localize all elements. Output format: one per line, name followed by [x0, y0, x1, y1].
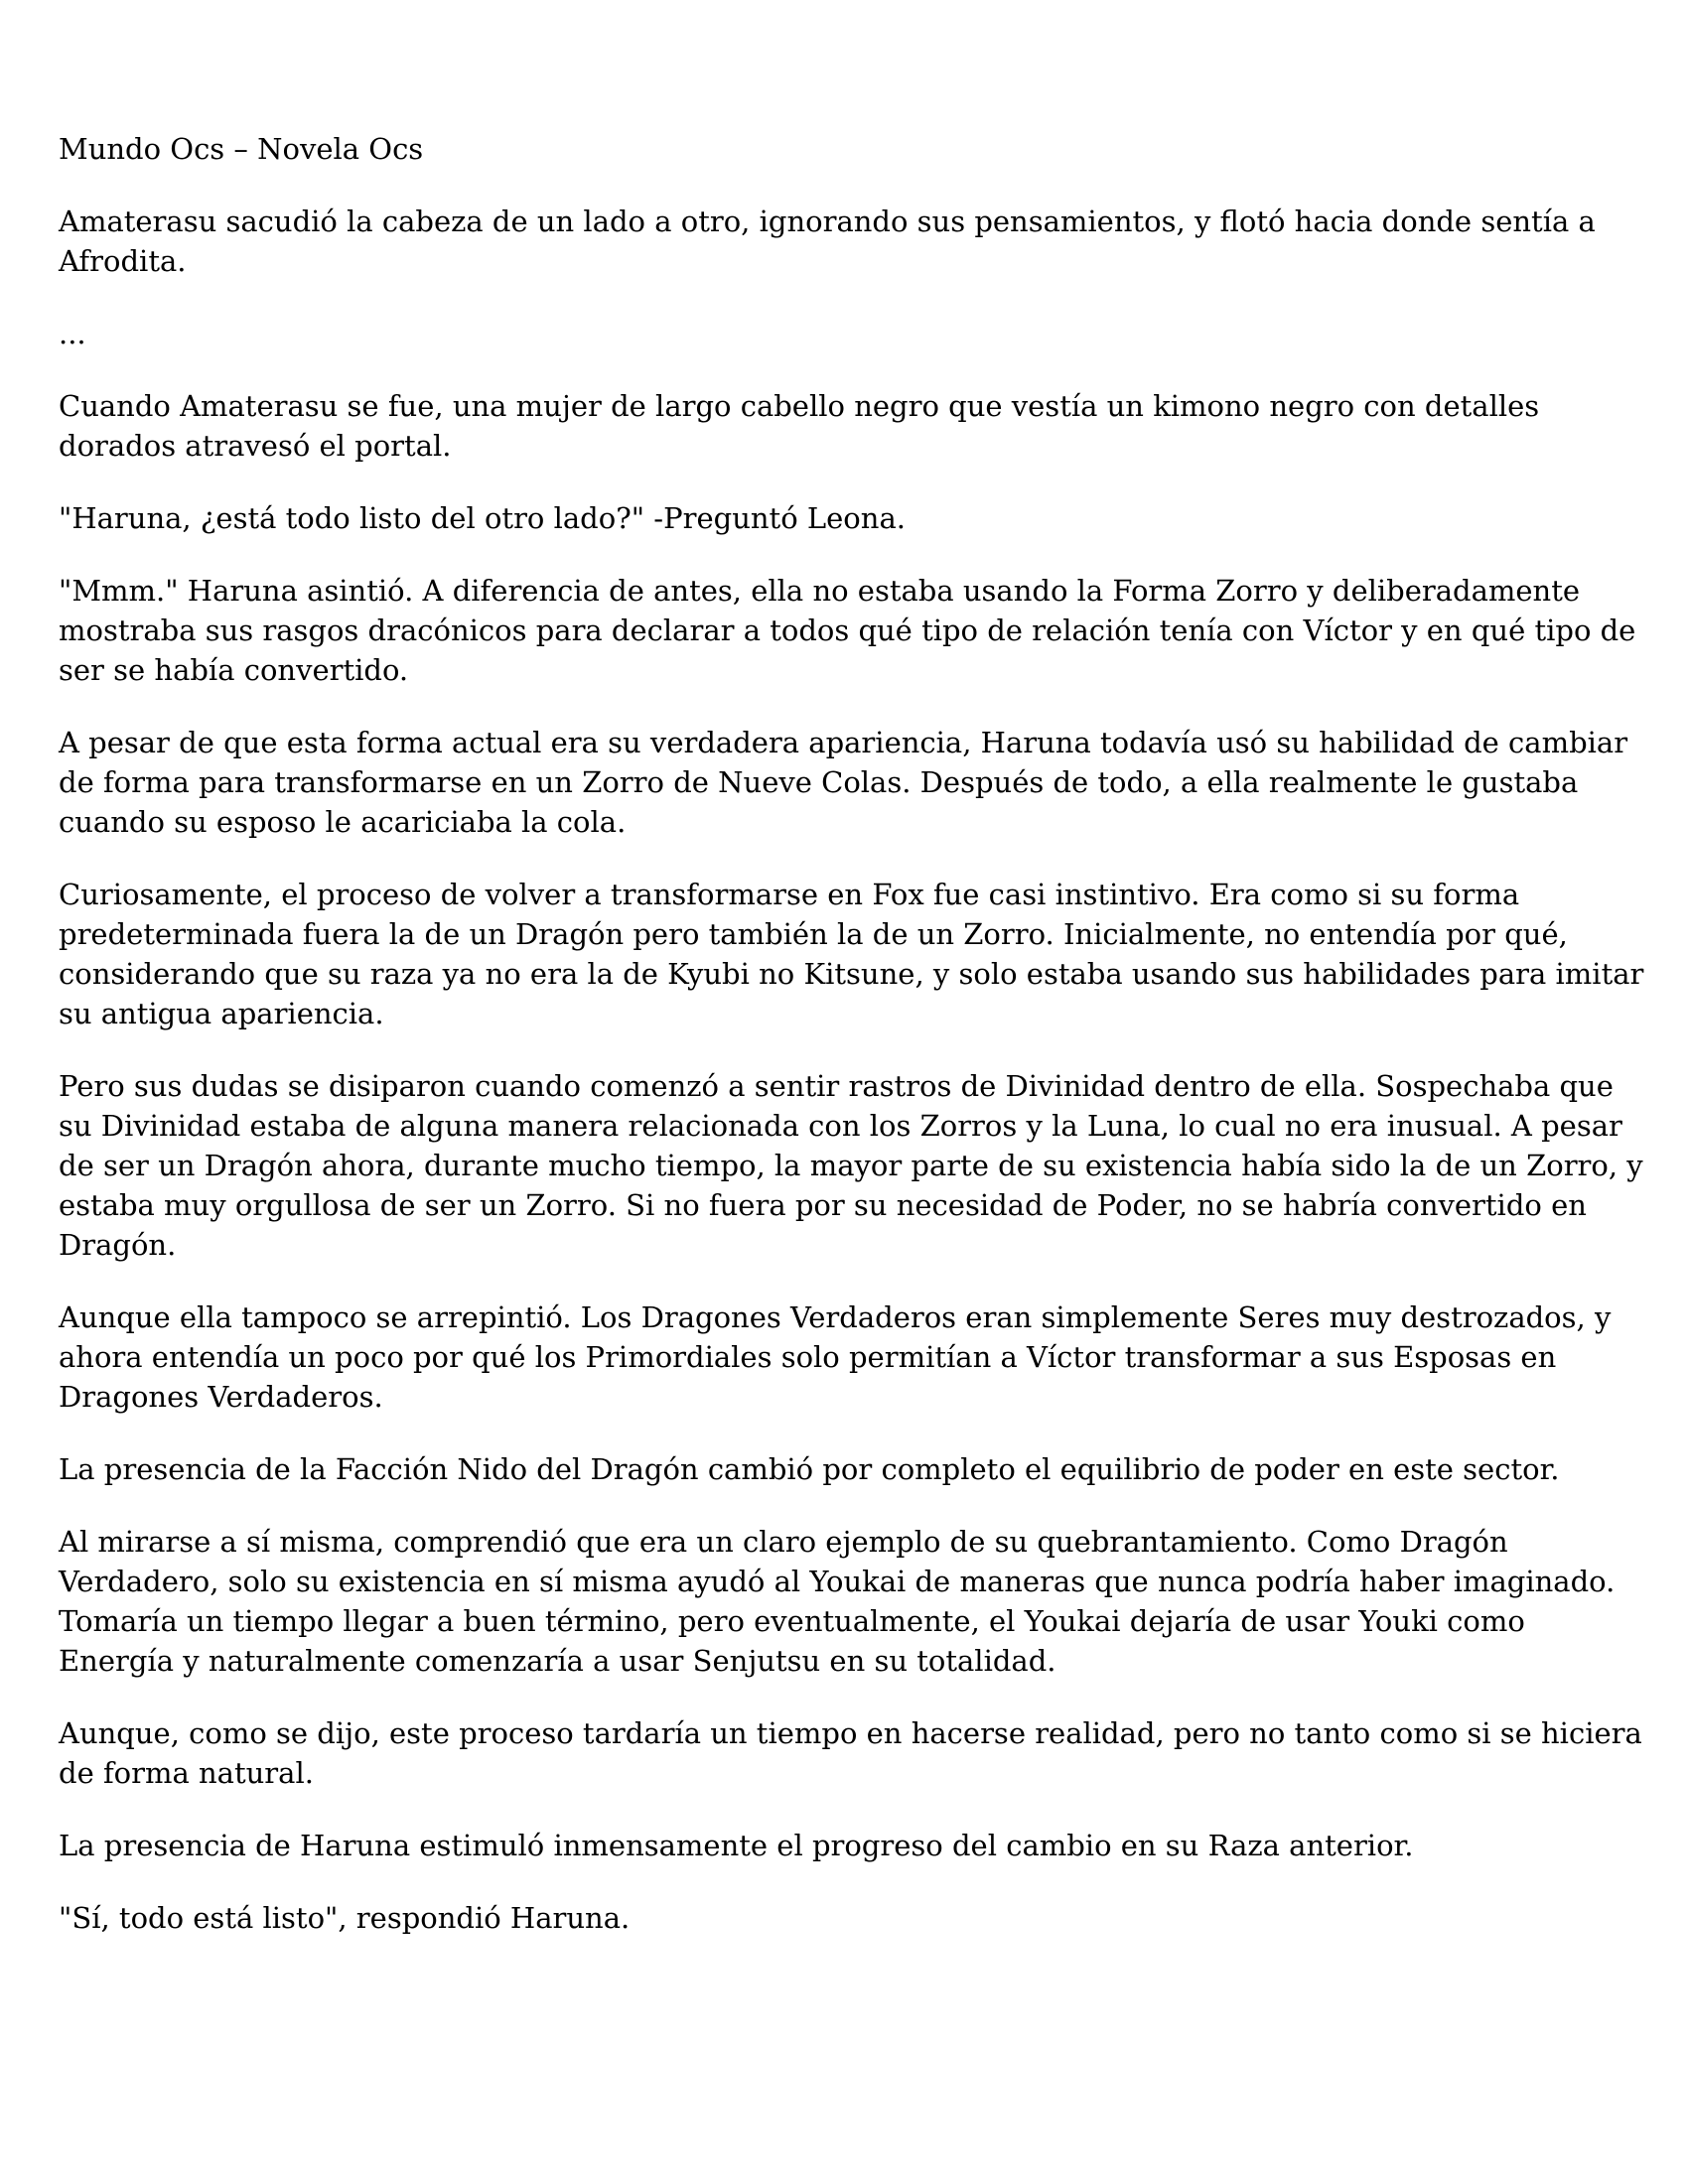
document-body — [59, 129, 1647, 1971]
paragraph: La presencia de Haruna estimuló inmensamente el progreso del cambio en su Raza anterior. — [59, 1829, 1414, 1862]
paragraph: "Haruna, ¿está todo listo del otro lado?" -Preguntó Leona. — [59, 501, 906, 535]
document-header: Mundo Ocs – Novela Ocs — [59, 132, 424, 166]
scene-break: ... — [59, 317, 86, 350]
paragraph: A pesar de que esta forma actual era su verdadera apariencia, Haruna todavía usó su habilidad de cambiar de forma para transformarse en un Zorro de Nueve Colas. Después de todo, a ella realmente le gustaba cuando su esposo le acariciaba la cola. — [59, 726, 1628, 839]
paragraph: Aunque, como se dijo, este proceso tardaría un tiempo en hacerse realidad, pero no tanto como si se hiciera de forma natural. — [59, 1716, 1642, 1790]
paragraph: Al mirarse a sí misma, comprendió que era un claro ejemplo de su quebrantamiento. Como Dragón Verdadero, solo su existencia en sí misma ayudó al Youkai de maneras que nunca podría haber imaginado. Tomaría un tiempo llegar a buen término, pero eventualmente, el Youkai dejaría de usar Youki como Energía y naturalmente comenzaría a usar Senjutsu en su totalidad. — [59, 1525, 1616, 1678]
paragraph: Pero sus dudas se disiparon cuando comenzó a sentir rastros de Divinidad dentro de ella. Sospechaba que su Divinidad estaba de alguna manera relacionada con los Zorros y la Luna, lo cual no era inusual. A pesar de ser un Dragón ahora, durante mucho tiempo, la mayor parte de su existencia había sido la de un Zorro, y estaba muy orgullosa de ser un Zorro. Si no fuera por su necesidad de Poder, no se habría convertido en Dragón. — [59, 1069, 1643, 1262]
paragraph: "Mmm." Haruna asintió. A diferencia de antes, ella no estaba usando la Forma Zorro y deliberadamente mostraba sus rasgos dracónicos para declarar a todos qué tipo de relación tenía con Víctor y en qué tipo de ser se había convertido. — [59, 574, 1636, 687]
paragraph: Amaterasu sacudió la cabeza de un lado a otro, ignorando sus pensamientos, y flotó hacia donde sentía a Afrodita. — [59, 205, 1596, 278]
paragraph: Cuando Amaterasu se fue, una mujer de largo cabello negro que vestía un kimono negro con detalles dorados atravesó el portal. — [59, 389, 1540, 463]
paragraph: Curiosamente, el proceso de volver a transformarse en Fox fue casi instintivo. Era como si su forma predeterminada fuera la de un Dragón pero también la de un Zorro. Inicialmente, no entendía por qué, considerando que su raza ya no era la de Kyubi no Kitsune, y solo estaba usando sus habilidades para imitar su antigua apariencia. — [59, 878, 1644, 1030]
paragraph: La presencia de la Facción Nido del Dragón cambió por completo el equilibrio de poder en este sector. — [59, 1452, 1560, 1486]
paragraph: Aunque ella tampoco se arrepintió. Los Dragones Verdaderos eran simplemente Seres muy destrozados, y ahora entendía un poco por qué los Primordiales solo permitían a Víctor transformar a sus Esposas en Dragones Verdaderos. — [59, 1300, 1612, 1414]
paragraph: "Sí, todo está listo", respondió Haruna. — [59, 1901, 631, 1935]
